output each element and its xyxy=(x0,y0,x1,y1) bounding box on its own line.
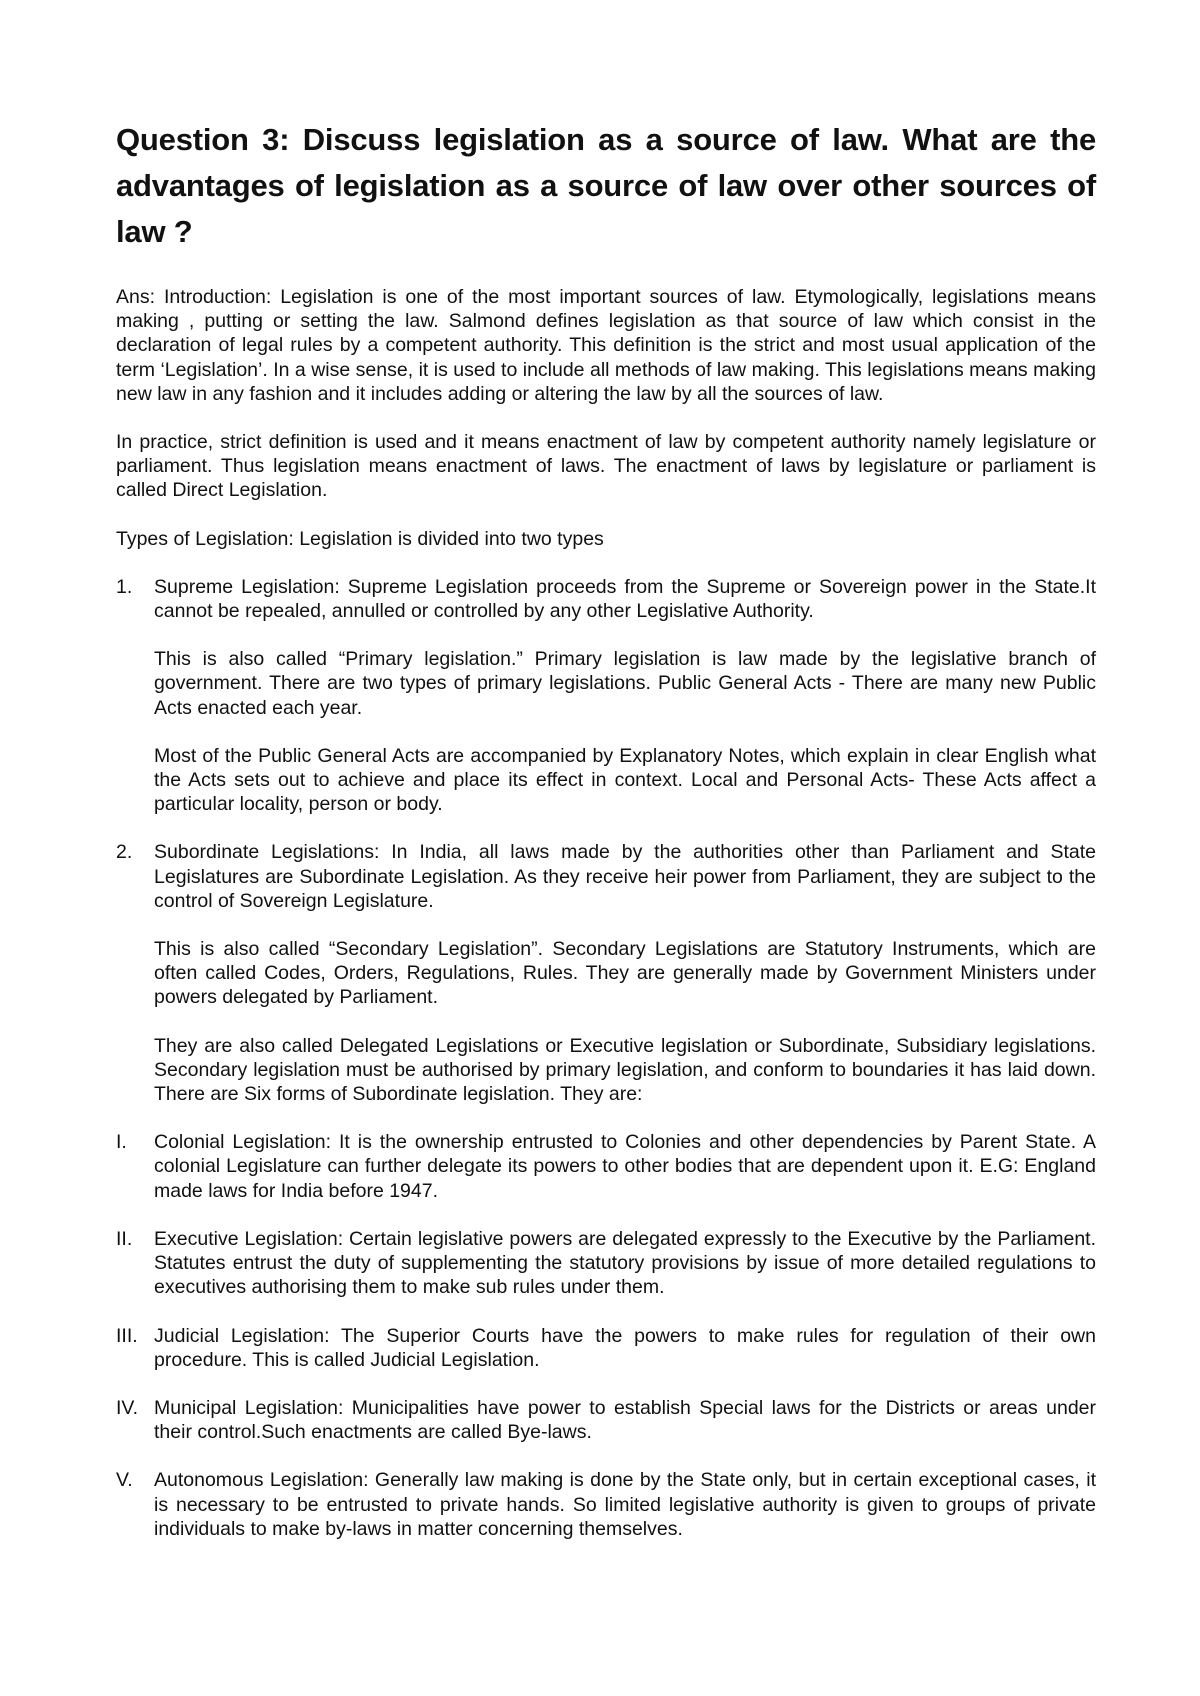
form-item-municipal xyxy=(116,1396,1096,1444)
roman-marker: I. xyxy=(116,1131,127,1154)
type-paragraph: This is also called “Primary legislation.” Primary legislation is law made by the legislative branch of government. There are two types of primary legislations. Public General Acts - There are many new Public Acts enacted each year. xyxy=(154,648,1096,719)
list-marker: 1. xyxy=(116,575,133,598)
form-item-judicial xyxy=(116,1324,1096,1372)
type-paragraph: Supreme Legislation: Supreme Legislation proceeds from the Supreme or Sovereign power in the State.It cannot be repealed, annulled or controlled by any other Legislative Authority. xyxy=(154,575,1096,623)
practice-paragraph: In practice, strict definition is used and it means enactment of law by competent authority namely legislature or parliament. Thus legislation means enactment of laws. The enactment of laws by legislature or parliament is called Direct Legislation. xyxy=(116,431,1096,502)
roman-marker: II. xyxy=(116,1227,133,1250)
intro-paragraph: Ans: Introduction: Legislation is one of the most important sources of law. Etymologically, legislations means making , putting or setting the law. Salmond defines legislation as that source of law which consist in the declaration of legal rules by a competent authority. This definition is the strict and most usual application of the term ‘Legislation’. In a wise sense, it is used to include all methods of law making. This legislations means making new law in any fashion and it includes adding or altering the law by all the sources of law. xyxy=(116,286,1096,405)
types-heading-paragraph: Types of Legislation: Legislation is divided into two types xyxy=(116,527,604,550)
form-paragraph: Judicial Legislation: The Superior Courts have the powers to make rules for regulation of their own procedure. This is called Judicial Legislation. xyxy=(154,1324,1096,1371)
form-item-executive xyxy=(116,1227,1096,1300)
form-paragraph: Colonial Legislation: It is the ownership entrusted to Colonies and other dependencies by Parent State. A colonial Legislature can further delegate its powers to other bodies that are dependent upon it. E.G: England made laws for India before 1947. xyxy=(154,1131,1096,1202)
form-paragraph: Municipal Legislation: Municipalities have power to establish Special laws for the Districts or areas under their control.Such enactments are called Bye-laws. xyxy=(154,1396,1096,1444)
type-item-subordinate xyxy=(116,840,1096,1106)
type-paragraph: They are also called Delegated Legislations or Executive legislation or Subordinate, Subsidiary legislations. Secondary legislation must be authorised by primary legislation, and conform to boundaries it has laid down. There are Six forms of Subordinate legislation. They are: xyxy=(154,1034,1096,1106)
type-paragraph: Most of the Public General Acts are accompanied by Explanatory Notes, which explain in clear English what the Acts sets out to achieve and place its effect in context. Local and Personal Acts- These Acts affect a particular locality, person or body. xyxy=(154,744,1096,816)
type-item-supreme xyxy=(116,575,1096,817)
list-marker: 2. xyxy=(116,841,133,864)
type-paragraph: Subordinate Legislations: In India, all laws made by the authorities other than Parliament and State Legislatures are Subordinate Legislation. As they receive heir power from Parliament, they are subject to the control of Sovereign Legislature. xyxy=(154,841,1096,912)
roman-marker: IV. xyxy=(116,1396,139,1419)
form-paragraph: Executive Legislation: Certain legislative powers are delegated expressly to the Executive by the Parliament. Statutes entrust the duty of supplementing the statutory provisions by issue of more detailed regulations to executives authorising them to make sub rules under them. xyxy=(154,1227,1096,1299)
roman-marker: V. xyxy=(116,1469,133,1492)
form-paragraph: Autonomous Legislation: Generally law making is done by the State only, but in certain exceptional cases, it is necessary to be entrusted to private hands. So limited legislative authority is given to groups of private individuals to make by-laws in matter concerning themselves. xyxy=(154,1469,1096,1540)
type-paragraph: This is also called “Secondary Legislation”. Secondary Legislations are Statutory Instruments, which are often called Codes, Orders, Regulations, Rules. They are generally made by Government Ministers under powers delegated by Parliament. xyxy=(154,938,1096,1009)
roman-marker: III. xyxy=(116,1324,138,1347)
form-item-colonial xyxy=(116,1130,1096,1203)
form-item-autonomous xyxy=(116,1468,1096,1541)
question-title: Question 3: Discuss legislation as a source of law. What are the advantages of legislation as a source of law over other sources of law ? xyxy=(116,122,1096,249)
document-body xyxy=(116,117,1096,1565)
